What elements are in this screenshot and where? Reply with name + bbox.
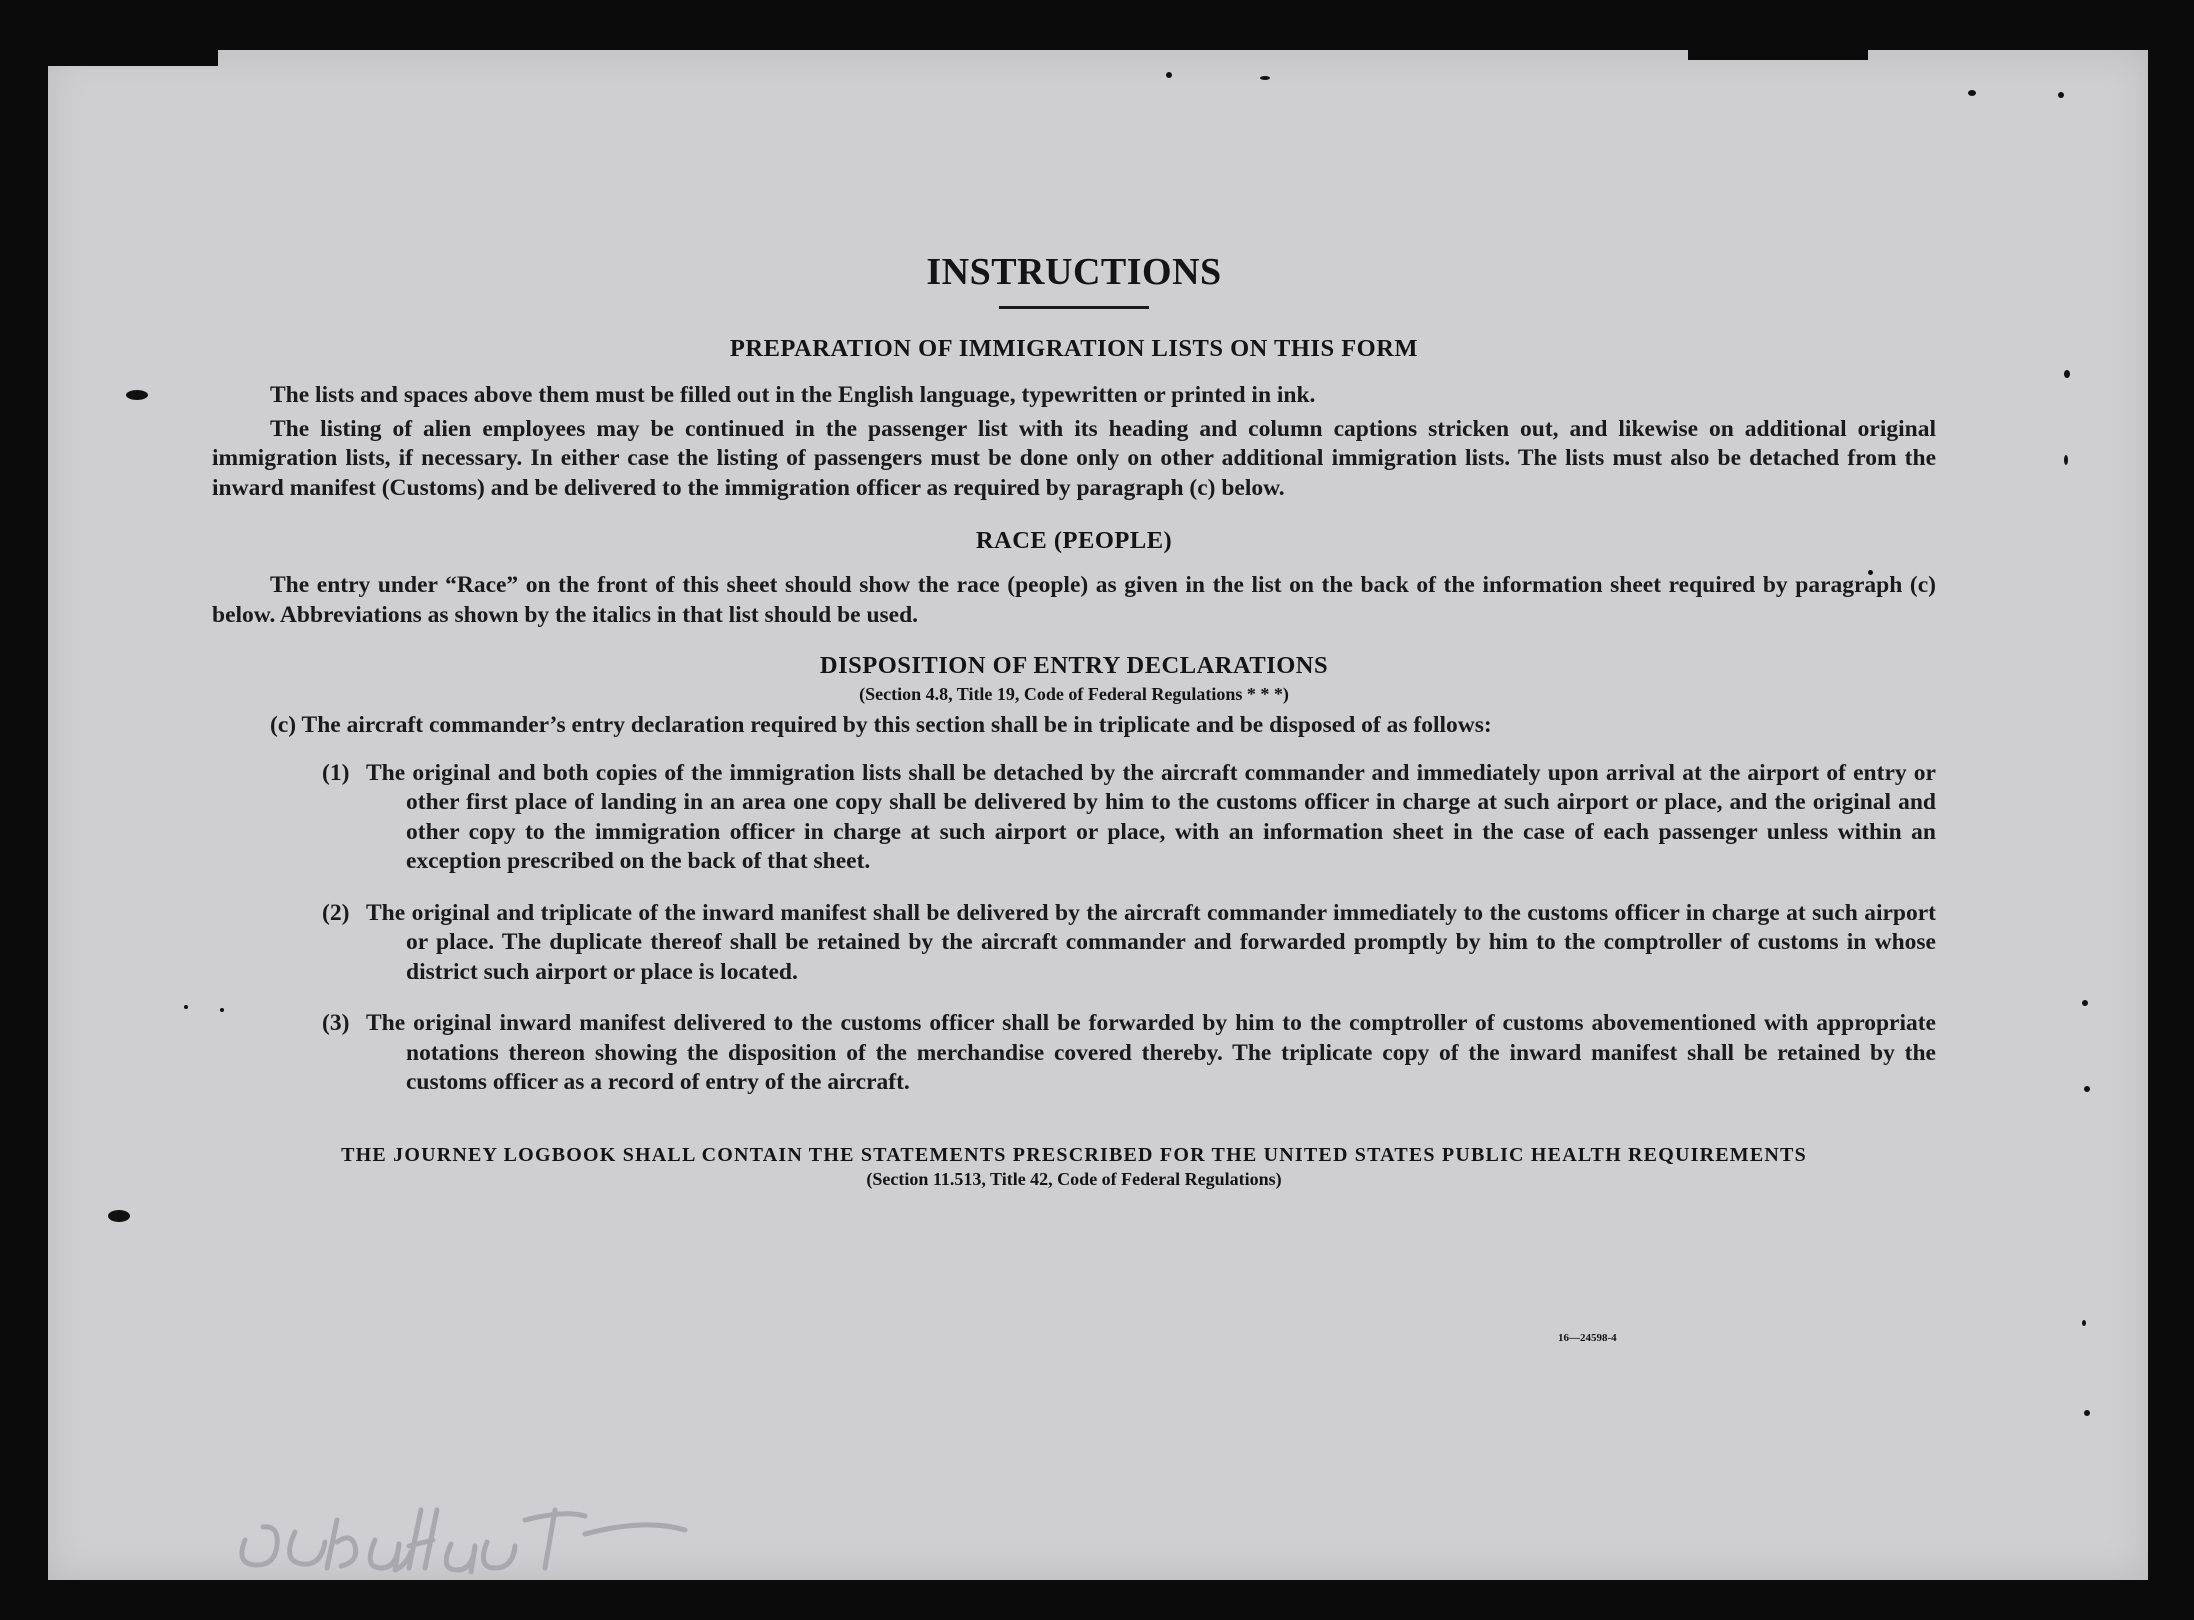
handwritten-signature <box>225 1470 695 1580</box>
item-text: The original and both copies of the immigration lists shall be detached by the aircraft commander and immediately upon arrival at the airport of entry or other first place of landing in an area one copy shall be delivered by him to the customs officer in charge at such airport or place, and the original and other copy to the immigration officer in charge at such airport or place, with an information sheet in the case of each passenger unless within an exception prescribed on the back of that sheet. <box>366 759 1936 874</box>
item-text: The original and triplicate of the inward manifest shall be delivered by the aircraft commander immediately to the customs officer in charge at such airport or place. The duplicate thereof shall be retained by the aircraft commander and forwarded promptly by him to the comptroller of customs in whose district such airport or place is located. <box>366 899 1936 985</box>
preparation-paragraph-1: The lists and spaces above them must be filled out in the English language, typewritten or printed in ink. <box>270 382 1316 408</box>
title-underline <box>999 306 1149 309</box>
torn-edge <box>1688 50 1868 60</box>
disposition-paragraph-c: (c) The aircraft commander’s entry declaration required by this section shall be in triplicate and be disposed of as follows: <box>270 712 1492 738</box>
torn-edge <box>48 50 218 66</box>
disposition-item-3 <box>322 1009 1936 1098</box>
paper-speck <box>2084 1086 2090 1092</box>
item-number: (1) <box>322 759 350 786</box>
item-number: (2) <box>322 899 350 926</box>
section-heading-preparation: PREPARATION OF IMMIGRATION LISTS ON THIS FORM <box>729 335 1419 362</box>
paper-speck <box>2084 1410 2090 1416</box>
form-number: 16—24598-4 <box>1558 1332 1617 1344</box>
footer-heading: THE JOURNEY LOGBOOK SHALL CONTAIN THE STATEMENTS PRESCRIBED FOR THE UNITED STATES PUBLIC HEALTH REQUIREMENTS <box>341 1143 1807 1166</box>
preparation-paragraph-2: The listing of alien employees may be continued in the passenger list with its heading and column captions stricken out, and likewise on additional original immigration lists, if necessary. In either case the listing of passengers must be done only on other additional immigration lists. The lists must also be detached from the inward manifest (Customs) and be delivered to the immigration officer as required by paragraph (c) below. <box>212 415 1936 501</box>
disposition-item-2 <box>322 899 1936 988</box>
paper-speck <box>126 390 148 400</box>
paper-speck <box>1166 72 1172 78</box>
footer-citation: (Section 11.513, Title 42, Code of Federal Regulations) <box>866 1168 1282 1189</box>
paper-speck <box>2064 455 2068 465</box>
paper-speck <box>1260 76 1270 80</box>
paper-speck <box>2082 1000 2088 1006</box>
paper-speck <box>108 1210 130 1222</box>
disposition-citation: (Section 4.8, Title 19, Code of Federal Regulations * * *) <box>859 684 1289 704</box>
section-heading-disposition: DISPOSITION OF ENTRY DECLARATIONS <box>819 652 1329 679</box>
item-text: The original inward manifest delivered to the customs officer shall be forwarded by him to the comptroller of customs abovementioned with appropriate notations thereon showing the disposition of the merchandise covered thereby. The triplicate copy of the inward manifest shall be retained by the customs officer as a record of entry of the aircraft. <box>366 1010 1936 1095</box>
race-paragraph-1: The entry under “Race” on the front of this sheet should show the race (people) as given in the list on the back of the information sheet required by paragraph (c) below. Abbreviations as shown by the italics in that list should be used. <box>212 572 1936 628</box>
section-heading-race: RACE (PEOPLE) <box>975 527 1173 554</box>
paper-speck <box>2064 370 2070 378</box>
page-title: INSTRUCTIONS <box>926 251 1222 293</box>
paper-speck <box>1968 90 1976 96</box>
instructions-content <box>212 250 1936 1190</box>
item-number: (3) <box>322 1010 350 1036</box>
paper-speck <box>2058 92 2064 98</box>
disposition-item-1 <box>322 759 1936 877</box>
paper-speck <box>184 1005 188 1009</box>
paper-speck <box>2082 1320 2086 1326</box>
